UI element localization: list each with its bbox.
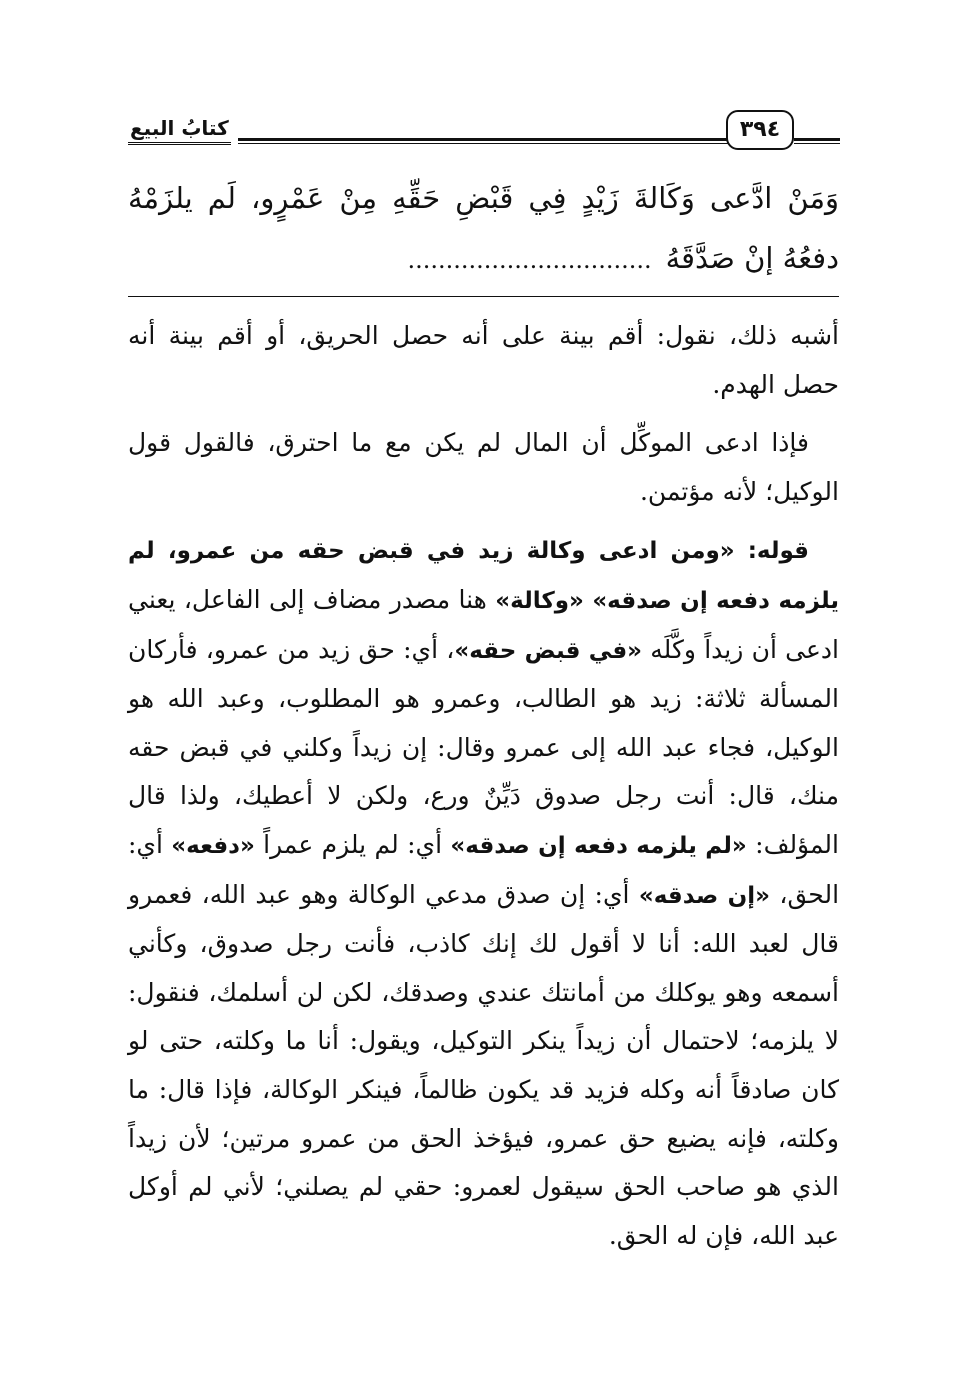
paragraph-1: أشبه ذلك، نقول: أقم بينة على أنه حصل الحريق، أو أقم بينة أنه حصل الهدم.: [128, 321, 839, 399]
header-rule: [238, 138, 766, 144]
matn-line-2: [128, 232, 839, 286]
paragraph-2-text: فإذا ادعى الموكِّل أن المال لم يكن مع ما احترق، فالقول قول الوكيل؛ لأنه مؤتمن.: [128, 428, 839, 506]
matn-dots: ................................: [407, 246, 652, 274]
paragraph-2: [128, 419, 839, 516]
page-number: ٣٩٤: [726, 110, 794, 150]
page-header: [128, 110, 840, 162]
matn-line-2-text: دفعُهُ إنْ صَدَّقَهُ: [665, 241, 839, 275]
header-rule-short: [794, 138, 840, 144]
paragraph-3: قوله: «ومن ادعى وكالة زيد في قبض حقه من عمرو، لم يلزمه دفعه إن صدقه» «وكالة» هنا مصدر مضاف إلى الفاعل، يعني ادعى أن زيداً وكَّلَه «في قبض حقه»، أي: حق زيد من عمرو، فأركان المسألة ثلاثة: زيد هو الطالب، وعمرو هو المطلوب، وعبد الله هو الوكيل، فجاء عبد الله إلى عمرو وقال: إن زيداً وكلني في قبض حقه منك، قال: أنت رجل صدوق دَيِّنٌ ورع، ولكن لا أعطيك، ولذا قال المؤلف: «لم يلزمه دفعه إن صدقه» أي: لم يلزم عمراً «دفعه» أي: الحق، «إن صدقه» أي: إن صدق مدعي الوكالة وهو عبد الله، فعمرو قال لعبد الله: أنا لا أقول لك إنك كاذب، فأنت رجل صدوق، وكأني أسمعه وهو يوكلك من أمانتك عندي وصدقك، لكن لن أسلمك، فنقول: لا يلزمه؛ لاحتمال أن زيداً ينكر التوكيل، ويقول: أنا ما وكلته، حتى لو كان صادقاً أنه وكله فزيد قد يكون ظالماً، فينكر الوكالة، فإذا قال: ما وكلته، فإنه يضيع حق عمرو، فيؤخذ الحق من عمرو مرتين؛ لأن زيداً الذي هو صاحب الحق سيقول لعمرو: حقي لم يصلني؛ لأني لم أوكل عبد الله، فإن له الحق.: [128, 538, 840, 1250]
book-title: كتابُ البيع: [128, 116, 231, 145]
quoted-in-saddaqahu: «إن صدقه»: [638, 882, 771, 909]
qawluhu-label: قوله:: [747, 538, 809, 565]
quoted-fi-qabd: «في قبض حقه»: [454, 637, 642, 664]
quoted-lam-yalzamhu: «لم يلزمه دفعه إن صدقه»: [450, 832, 747, 859]
quoted-wakala: «وكالة»: [495, 587, 584, 614]
quoted-matn: «ومن ادعى وكالة زيد في قبض حقه من عمرو، لم يلزمه دفعه إن صدقه»: [128, 538, 839, 614]
quoted-dafuhu: «دفعه»: [171, 832, 255, 859]
matn-line-1: وَمَنْ ادَّعى وَكَالةَ زَيْدٍ فِي قَبْضِ حَقِّهِ مِنْ عَمْرٍو، لَم يلزَمْهُ: [128, 181, 839, 215]
footnote-separator: [128, 296, 839, 297]
commentary-text: [128, 312, 839, 1260]
